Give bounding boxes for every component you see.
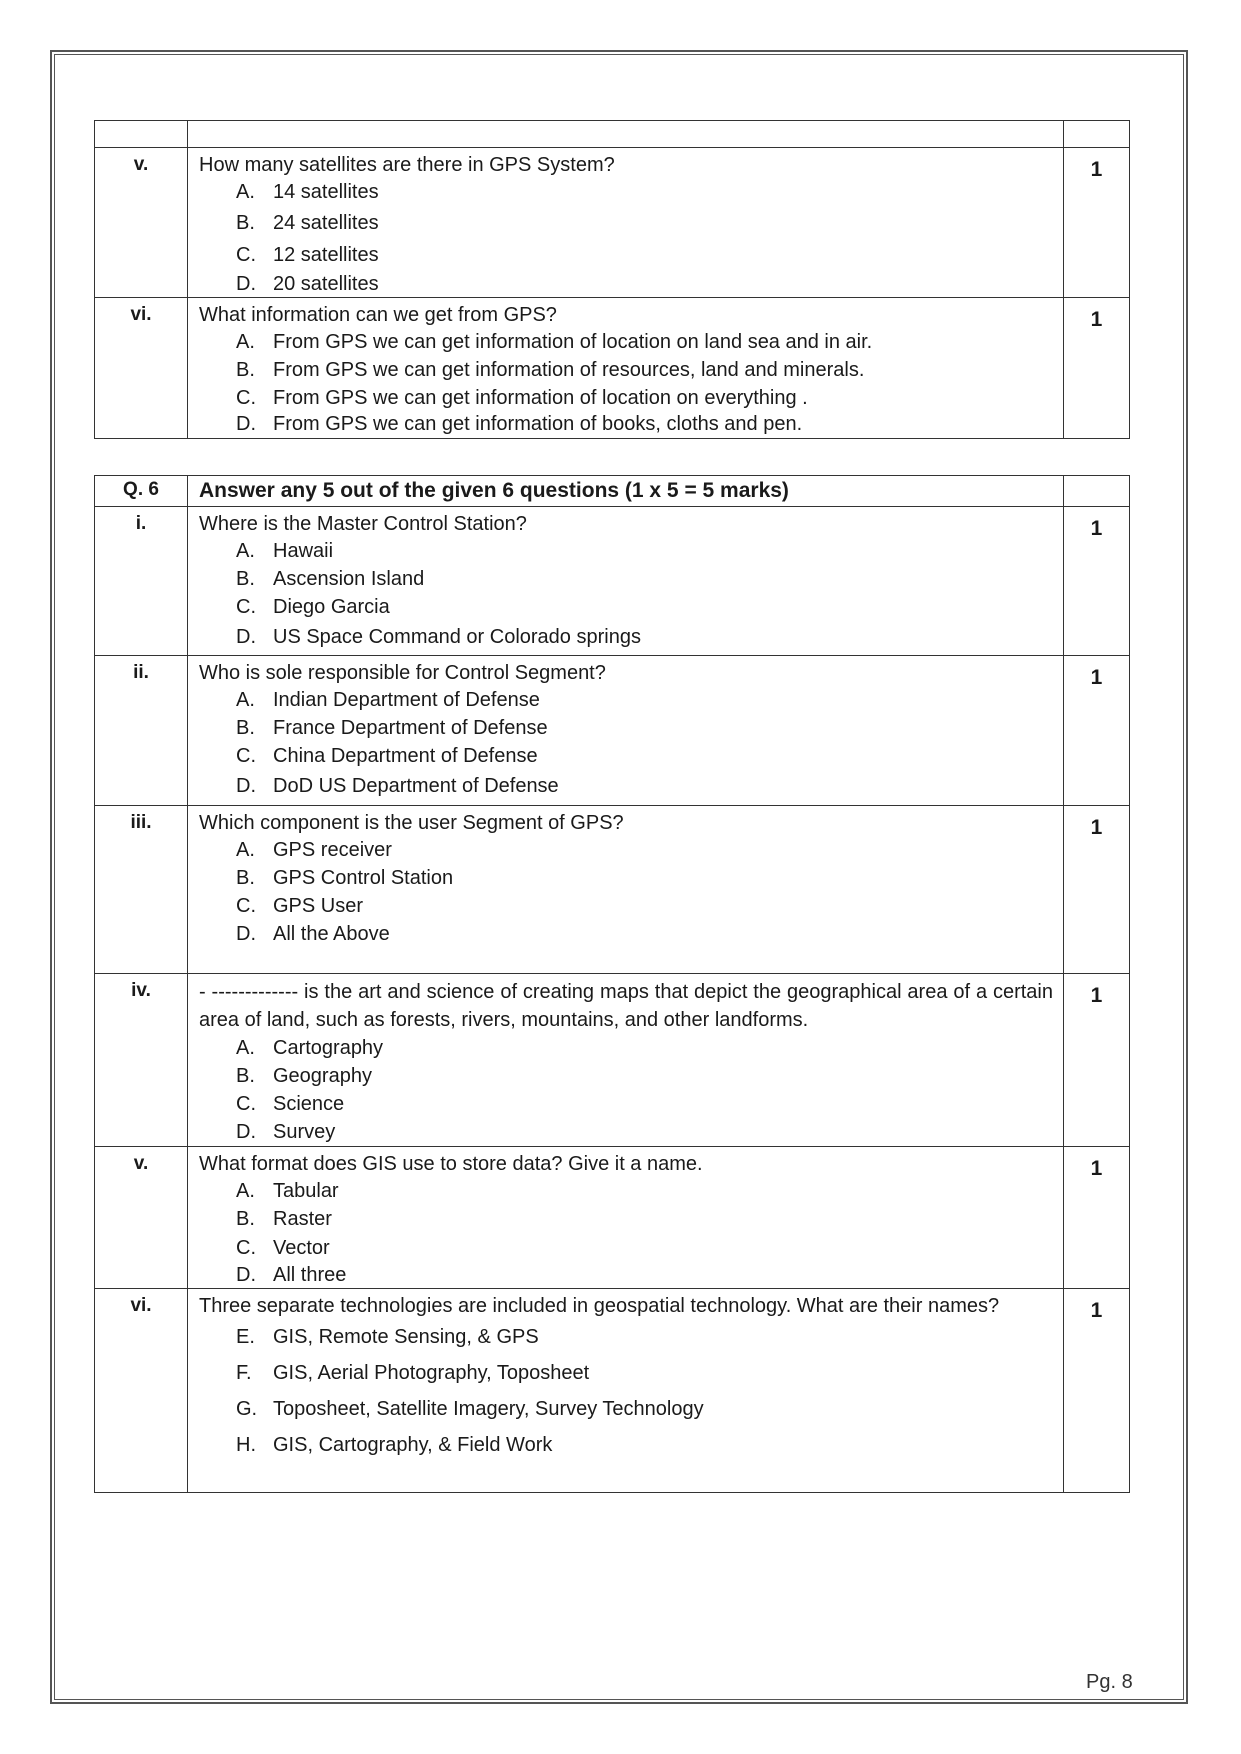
marks-value: 1	[1064, 507, 1130, 656]
option-letter: D.	[236, 626, 256, 648]
question-row	[95, 974, 1130, 1147]
option	[199, 742, 1053, 770]
option	[199, 892, 1053, 920]
option-letter: A.	[236, 689, 255, 711]
option	[199, 271, 1053, 297]
question-number: i.	[95, 507, 188, 656]
section-header-row	[95, 476, 1130, 507]
option-text: US Space Command or Colorado springs	[273, 626, 641, 648]
option-letter: B.	[236, 212, 255, 234]
option-text: Ascension Island	[273, 568, 425, 590]
option-letter: C.	[236, 387, 256, 409]
option-text: 24 satellites	[273, 212, 379, 234]
option-letter: B.	[236, 359, 255, 381]
question-cell	[188, 148, 1064, 298]
option-text: GPS Control Station	[273, 867, 454, 889]
question-cell	[188, 1289, 1064, 1493]
option-text: DoD US Department of Defense	[273, 775, 559, 797]
option-text: Vector	[273, 1237, 330, 1259]
question-text: Which component is the user Segment of GPS?	[199, 812, 624, 834]
option-letter: B.	[236, 568, 255, 590]
option-letter: D.	[236, 1121, 256, 1143]
question-text: - ------------- is the art and science of creating maps that depict the geographical area of a certain area of land, such as forests, rivers, mountains, and other landforms.	[199, 981, 1053, 1031]
option-text: Geography	[273, 1065, 372, 1087]
option	[199, 1177, 1053, 1205]
option-text: All three	[273, 1264, 347, 1286]
marks-value: 1	[1064, 1289, 1130, 1493]
option	[199, 1391, 1053, 1427]
option	[199, 864, 1053, 892]
question-row	[95, 1147, 1130, 1289]
question-row	[95, 1289, 1130, 1493]
option-letter: B.	[236, 1065, 255, 1087]
option-letter: A.	[236, 1037, 255, 1059]
option-letter: C.	[236, 895, 256, 917]
option-text: GPS User	[273, 895, 364, 917]
option	[199, 920, 1053, 948]
question-row	[95, 656, 1130, 806]
question-text: What information can we get from GPS?	[199, 304, 557, 326]
option-text: GPS receiver	[273, 839, 392, 861]
option-text: GIS, Cartography, & Field Work	[273, 1434, 553, 1456]
page-number: Pg. 8	[1086, 1671, 1133, 1693]
option	[199, 836, 1053, 864]
question-row	[95, 507, 1130, 656]
option	[199, 412, 1053, 436]
marks-value: 1	[1064, 806, 1130, 974]
option	[199, 1319, 1053, 1355]
option-text: Raster	[273, 1208, 332, 1230]
option	[199, 565, 1053, 593]
option	[199, 207, 1053, 239]
option-letter: C.	[236, 745, 256, 767]
option	[199, 356, 1053, 384]
option-text: From GPS we can get information of location on land sea and in air.	[273, 331, 873, 353]
option-text: GIS, Aerial Photography, Toposheet	[273, 1362, 590, 1384]
option-letter: D.	[236, 775, 256, 797]
option	[199, 1427, 1053, 1463]
option-letter: A.	[236, 540, 255, 562]
option-text: Tabular	[273, 1180, 339, 1202]
option-letter: B.	[236, 717, 255, 739]
option-text: Cartography	[273, 1037, 384, 1059]
option-text: Hawaii	[273, 540, 334, 562]
question-table-2	[94, 475, 1130, 1493]
section-instruction: Answer any 5 out of the given 6 questions (1 x 5 = 5 marks)	[188, 476, 1064, 507]
option-letter: D.	[236, 1264, 256, 1286]
option-text: Survey	[273, 1121, 336, 1143]
option	[199, 1090, 1053, 1118]
option-letter: A.	[236, 331, 255, 353]
option	[199, 714, 1053, 742]
option-letter: D.	[236, 413, 256, 435]
option	[199, 239, 1053, 271]
option	[199, 384, 1053, 412]
option	[199, 178, 1053, 207]
option-letter: B.	[236, 1208, 255, 1230]
question-text: Three separate technologies are included in geospatial technology. What are their names?	[199, 1295, 1000, 1317]
option	[199, 537, 1053, 565]
question-cell	[188, 974, 1064, 1147]
question-number: v.	[95, 148, 188, 298]
option	[199, 1118, 1053, 1146]
option-letter: C.	[236, 596, 256, 618]
option-letter: H.	[236, 1434, 256, 1456]
marks-value: 1	[1064, 1147, 1130, 1289]
option-letter: A.	[236, 1180, 255, 1202]
option	[199, 1355, 1053, 1391]
question-cell	[188, 298, 1064, 439]
option-text: Indian Department of Defense	[273, 689, 540, 711]
question-number: ii.	[95, 656, 188, 806]
option-text: All the Above	[273, 923, 390, 945]
marks-value: 1	[1064, 974, 1130, 1147]
option-text: 14 satellites	[273, 181, 379, 203]
marks-value: 1	[1064, 656, 1130, 806]
option-letter: C.	[236, 1093, 256, 1115]
option	[199, 621, 1053, 654]
option-letter: G.	[236, 1398, 258, 1420]
table-blank-header-row	[95, 121, 1130, 148]
question-text: Who is sole responsible for Control Segment?	[199, 662, 606, 684]
option-text: 20 satellites	[273, 273, 379, 295]
option-text: Science	[273, 1093, 345, 1115]
option-text: GIS, Remote Sensing, & GPS	[273, 1326, 539, 1348]
marks-value: 1	[1064, 298, 1130, 439]
marks-value: 1	[1064, 148, 1130, 298]
question-text: What format does GIS use to store data? Give it a name.	[199, 1153, 703, 1175]
option-text: China Department of Defense	[273, 745, 538, 767]
option-letter: C.	[236, 1237, 256, 1259]
option-letter: C.	[236, 244, 256, 266]
option-letter: B.	[236, 867, 255, 889]
option-letter: F.	[236, 1362, 252, 1384]
question-table-1	[94, 120, 1130, 439]
option-text: Toposheet, Satellite Imagery, Survey Technology	[273, 1398, 704, 1420]
option	[199, 770, 1053, 803]
option-text: From GPS we can get information of resources, land and minerals.	[273, 359, 865, 381]
option-text: France Department of Defense	[273, 717, 548, 739]
option-text: Diego Garcia	[273, 596, 390, 618]
section-number: Q. 6	[95, 476, 188, 507]
option-text: From GPS we can get information of location on everything .	[273, 387, 808, 409]
question-cell	[188, 1147, 1064, 1289]
option	[199, 1034, 1053, 1062]
question-number: v.	[95, 1147, 188, 1289]
question-cell	[188, 656, 1064, 806]
question-cell	[188, 806, 1064, 974]
question-row	[95, 806, 1130, 974]
question-number: vi.	[95, 1289, 188, 1493]
option-letter: D.	[236, 273, 256, 295]
option-letter: D.	[236, 923, 256, 945]
question-number: vi.	[95, 298, 188, 439]
option	[199, 686, 1053, 714]
question-text: How many satellites are there in GPS System?	[199, 154, 615, 176]
option-text: From GPS we can get information of books, cloths and pen.	[273, 413, 803, 435]
option-letter: A.	[236, 181, 255, 203]
question-text: Where is the Master Control Station?	[199, 513, 527, 535]
question-number: iv.	[95, 974, 188, 1147]
option-text: 12 satellites	[273, 244, 379, 266]
question-cell	[188, 507, 1064, 656]
option	[199, 328, 1053, 356]
option	[199, 1062, 1053, 1090]
option	[199, 1234, 1053, 1263]
option	[199, 593, 1053, 621]
question-row	[95, 148, 1130, 298]
option-letter: E.	[236, 1326, 255, 1348]
option-letter: A.	[236, 839, 255, 861]
option	[199, 1263, 1053, 1287]
option	[199, 1205, 1053, 1234]
question-row	[95, 298, 1130, 439]
question-number: iii.	[95, 806, 188, 974]
